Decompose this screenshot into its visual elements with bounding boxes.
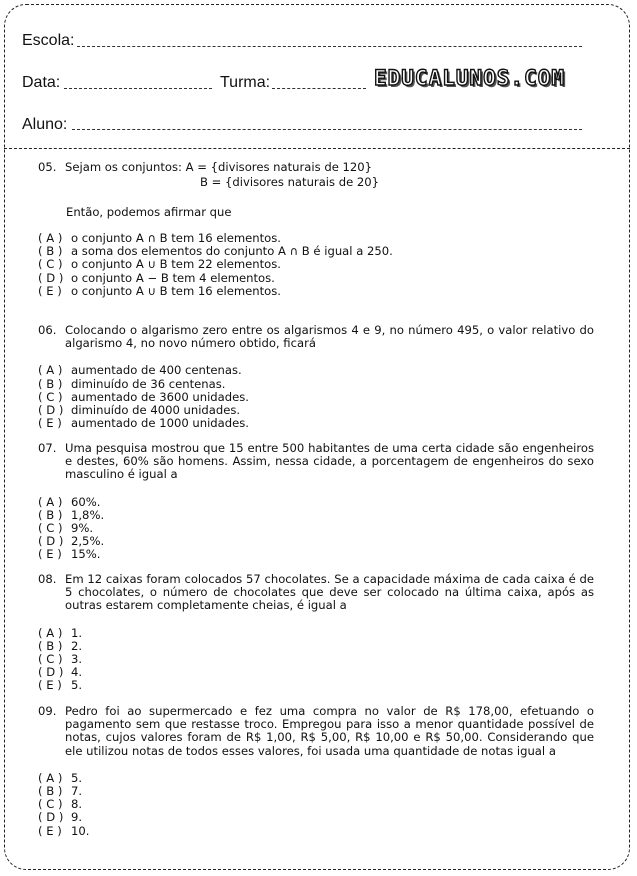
options-05	[38, 232, 594, 298]
header-divider	[4, 148, 630, 149]
option-c[interactable]: ( C ) 9%.	[38, 521, 94, 536]
option-e[interactable]: ( E ) 15%.	[38, 547, 101, 562]
student-label: Aluno:	[22, 116, 68, 133]
date-label: Data:	[22, 74, 61, 91]
option-c[interactable]: ( C ) 3.	[38, 652, 83, 667]
option-c[interactable]: ( C ) aumentado de 3600 unidades.	[38, 389, 249, 404]
class-label: Turma:	[220, 74, 271, 91]
question-number: 07.	[38, 441, 57, 455]
question-stem: Colocando o algarismo zero entre os algarismos 4 e 9, no número 495, o valor relativo do algarismo 4, no novo número obtido, ficará	[65, 323, 594, 351]
option-b[interactable]: ( B ) 7.	[38, 784, 83, 799]
question-08	[38, 573, 594, 693]
question-09	[38, 705, 594, 838]
option-e[interactable]: ( E ) 10.	[38, 823, 90, 838]
class-field[interactable]	[272, 88, 366, 89]
question-stem: Sejam os conjuntos: A = {divisores naturais de 120}	[65, 160, 373, 174]
option-a[interactable]: ( A ) 1.	[38, 625, 83, 640]
question-number: 09.	[38, 704, 57, 718]
question-stem-set-b: B = {divisores naturais de 20}	[200, 175, 380, 189]
option-a[interactable]: ( A ) 5.	[38, 770, 83, 785]
question-number: 08.	[38, 572, 57, 586]
option-d[interactable]: ( D ) 4.	[38, 665, 83, 680]
option-a[interactable]: ( A ) 60%.	[38, 494, 101, 509]
option-d[interactable]: ( D ) 2,5%.	[38, 534, 105, 549]
question-number: 06.	[38, 323, 57, 337]
school-label: Escola:	[22, 32, 75, 49]
question-stem: Pedro foi ao supermercado e fez uma compra no valor de R$ 178,00, efetuando o pagamento sem que restasse troco. Empregou para isso a menor quantidade possível de notas, cujos valores foram de R$ 1,00, R$ 5,00, R$ 10,00 e R$ 50,00. Considerando que ele utilizou notas de todos esses valores, foi usada uma quantidade de notas igual a	[65, 704, 594, 758]
option-e[interactable]: ( E ) 5.	[38, 678, 83, 693]
option-b[interactable]: ( B ) diminuído de 36 centenas.	[38, 376, 226, 391]
option-e[interactable]: ( E ) o conjunto A ∪ B tem 16 elementos.	[38, 283, 281, 298]
question-lead: Então, podemos afirmar que	[66, 205, 232, 219]
option-b[interactable]: ( B ) a soma dos elementos do conjunto A ∩ B é igual a 250.	[38, 244, 393, 259]
question-06	[38, 324, 594, 430]
question-07	[38, 442, 594, 562]
option-c[interactable]: ( C ) 8.	[38, 797, 83, 812]
option-a[interactable]: ( A ) o conjunto A ∩ B tem 16 elementos.	[38, 231, 281, 245]
brand-logo: EDUCALUNOS.COM	[374, 66, 566, 90]
option-d[interactable]: ( D ) 9.	[38, 810, 83, 825]
option-c[interactable]: ( C ) o conjunto A ∪ B tem 22 elementos.	[38, 257, 281, 272]
option-d[interactable]: ( D ) diminuído de 4000 unidades.	[38, 403, 241, 418]
question-number: 05.	[38, 160, 57, 174]
student-field[interactable]	[72, 129, 582, 130]
question-stem: Uma pesquisa mostrou que 15 entre 500 habitantes de uma certa cidade são engenheiros e destes, 60% são homens. Assim, nessa cidade, a porcentagem de engenheiros do sexo masculino é igual a	[65, 441, 594, 482]
option-d[interactable]: ( D ) o conjunto A − B tem 4 elementos.	[38, 270, 275, 285]
date-field[interactable]	[64, 88, 212, 89]
option-b[interactable]: ( B ) 2.	[38, 638, 83, 653]
option-a[interactable]: ( A ) aumentado de 400 centenas.	[38, 363, 242, 378]
school-field[interactable]	[77, 46, 582, 47]
question-stem: Em 12 caixas foram colocados 57 chocolates. Se a capacidade máxima de cada caixa é de 5 chocolates, o número de chocolates que deve ser colocado na última caixa, após as outras estarem completamente cheias, é igual a	[65, 572, 594, 613]
option-b[interactable]: ( B ) 1,8%.	[38, 507, 105, 522]
option-e[interactable]: ( E ) aumentado de 1000 unidades.	[38, 416, 249, 431]
question-05	[38, 161, 594, 174]
